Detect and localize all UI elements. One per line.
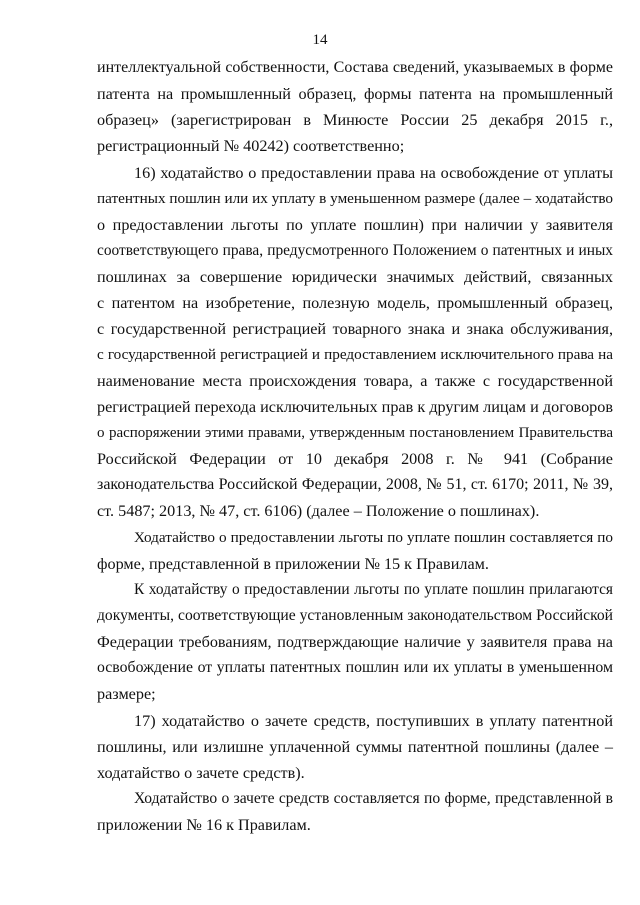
text-line: форме, представленной в приложении № 15 к Правилам. <box>97 555 489 573</box>
text-line: ходатайство о зачете средств). <box>97 764 305 782</box>
text-line: Российской Федерации от 10 декабря 2008 г. № 941 (Собрание <box>97 450 613 468</box>
text-line: документы, соответствующие установленным законодательством Российской <box>97 607 613 624</box>
text-line: ст. 5487; 2013, № 47, ст. 6106) (далее – Положение о пошлинах). <box>97 502 540 520</box>
text-line: соответствующего права, предусмотренного Положением о патентных и иных <box>97 242 613 259</box>
text-line: 16) ходатайство о предоставлении права на освобождение от уплаты <box>134 164 613 182</box>
text-line: Ходатайство о зачете средств составляется по форме, представленной в <box>134 790 613 807</box>
text-line: 17) ходатайство о зачете средств, поступивших в уплату патентной <box>134 712 613 730</box>
text-line: о предоставлении льготы по уплате пошлин) при наличии у заявителя <box>97 216 613 234</box>
text-line: Федерации требованиям, подтверждающие наличие у заявителя права на <box>97 633 613 651</box>
text-line: образец» (зарегистрирован в Минюсте России 25 декабря 2015 г., <box>97 111 613 129</box>
page-number: 14 <box>312 32 328 48</box>
text-line: освобождение от уплаты патентных пошлин или их уплаты в уменьшенном <box>97 659 613 676</box>
text-line: пошлины, или излишне уплаченной суммы патентной пошлины (далее – <box>97 738 613 756</box>
text-line: с государственной регистрацией товарного знака и знака обслуживания, <box>97 320 613 338</box>
text-line: наименование места происхождения товара, а также с государственной <box>97 372 613 390</box>
text-line: с патентом на изобретение, полезную модель, промышленный образец, <box>97 294 613 312</box>
text-line: регистрационный № 40242) соответственно; <box>97 137 405 155</box>
text-line: регистрацией перехода исключительных прав к другим лицам и договоров <box>97 398 613 416</box>
text-line: К ходатайству о предоставлении льготы по уплате пошлин прилагаются <box>134 581 613 598</box>
text-line: пошлинах за совершение юридически значимых действий, связанных <box>97 268 613 286</box>
text-line: Ходатайство о предоставлении льготы по уплате пошлин составляется по <box>134 529 613 546</box>
text-line: законодательства Российской Федерации, 2008, № 51, ст. 6170; 2011, № 39, <box>97 476 613 493</box>
text-line: размере; <box>97 685 156 703</box>
text-line: патентных пошлин или их уплату в уменьшенном размере (далее – ходатайство <box>97 190 613 207</box>
text-line: о распоряжении этими правами, утвержденным постановлением Правительства <box>97 425 613 441</box>
text-line: интеллектуальной собственности, Состава сведений, указываемых в форме <box>97 59 613 76</box>
text-line: с государственной регистрацией и предоставлением исключительного права на <box>97 346 613 363</box>
text-line: патента на промышленный образец, формы патента на промышленный <box>97 85 613 103</box>
text-line: приложении № 16 к Правилам. <box>97 816 311 834</box>
